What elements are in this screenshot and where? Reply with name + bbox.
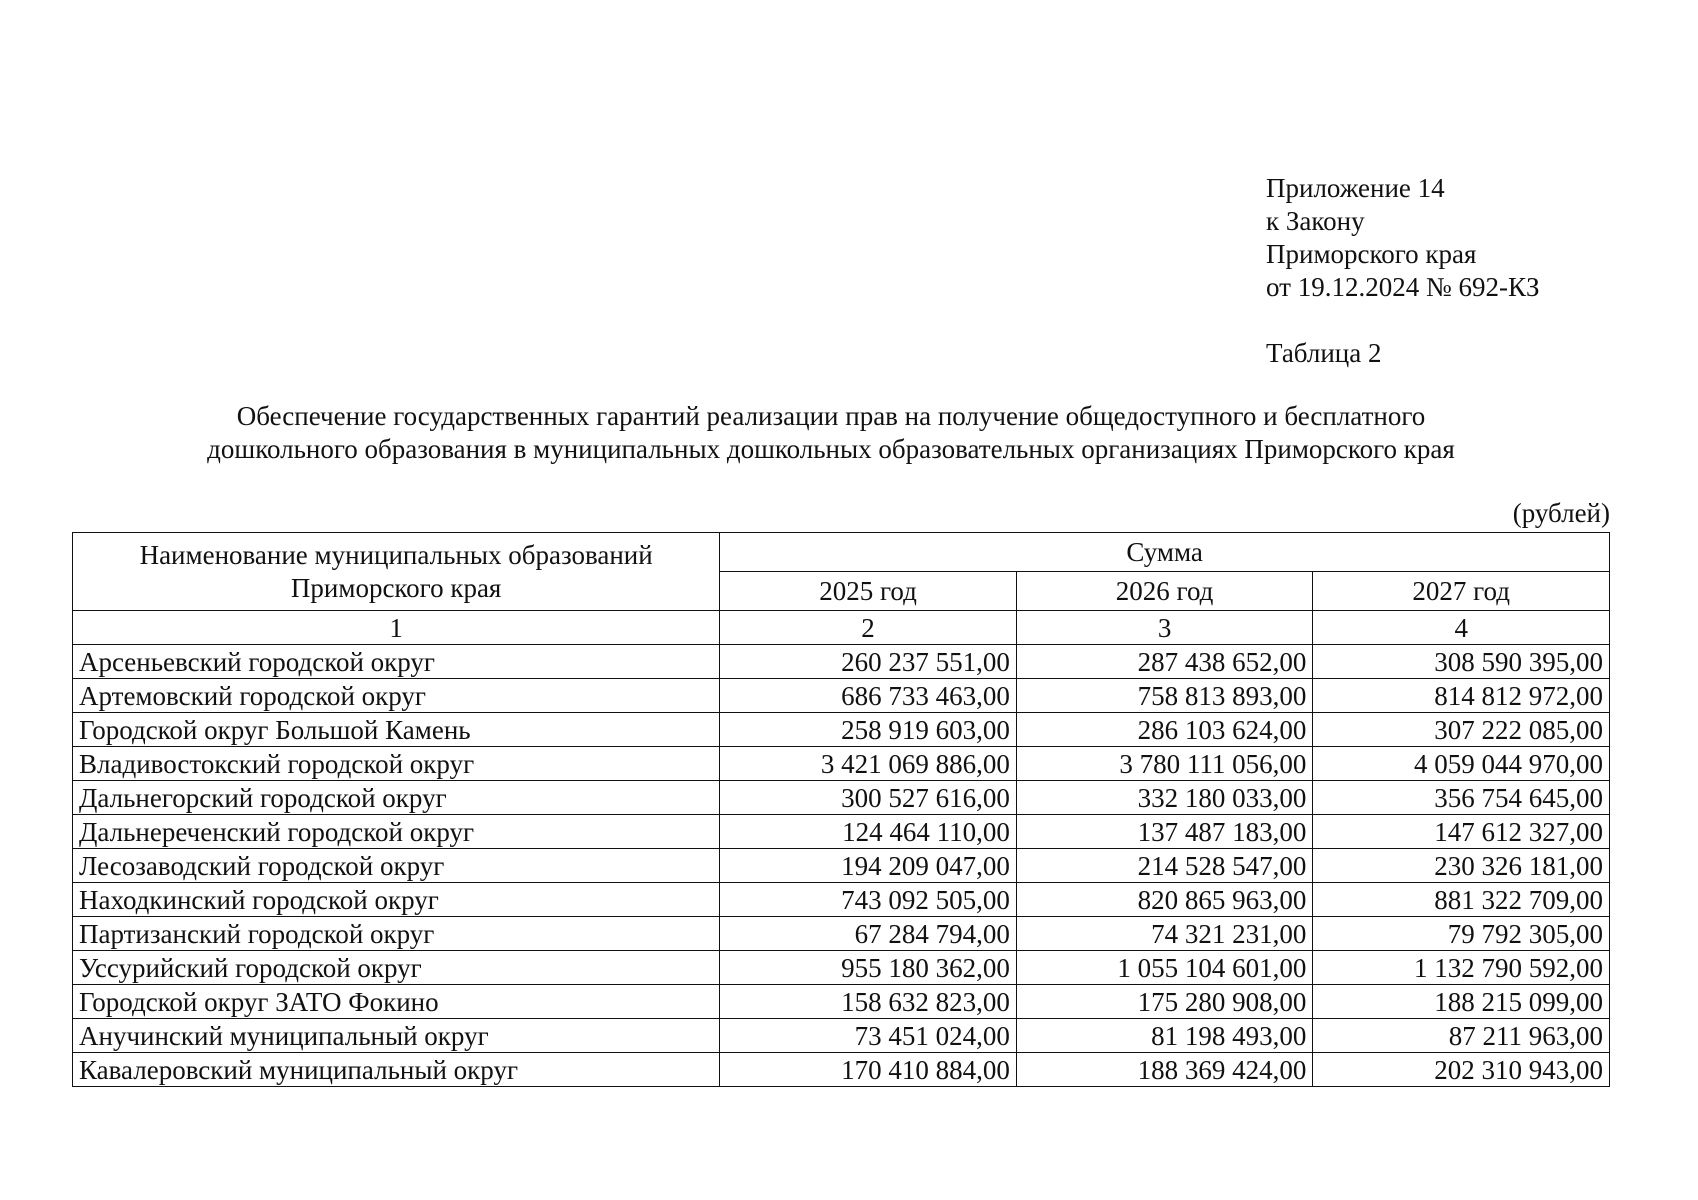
value-2026: 820 865 963,00 (1016, 883, 1313, 917)
value-2027: 188 215 099,00 (1313, 985, 1610, 1019)
value-2026: 332 180 033,00 (1016, 781, 1313, 815)
table-number: Таблица 2 (1266, 338, 1382, 368)
attachment-line: к Закону (1266, 206, 1365, 236)
units-label: (рублей) (1512, 498, 1610, 528)
value-2027: 308 590 395,00 (1313, 645, 1610, 679)
header-sum: Сумма (720, 533, 1610, 572)
attachment-line: Приморского края (1266, 239, 1477, 269)
value-2026: 286 103 624,00 (1016, 713, 1313, 747)
municipality-name: Дальнегорский городской округ (73, 781, 720, 815)
table-row (73, 917, 1610, 951)
value-2025: 258 919 603,00 (720, 713, 1017, 747)
municipality-name: Арсеньевский городской округ (73, 645, 720, 679)
value-2026: 175 280 908,00 (1016, 985, 1313, 1019)
value-2026: 3 780 111 056,00 (1016, 747, 1313, 781)
municipality-name: Партизанский городской округ (73, 917, 720, 951)
municipality-name: Владивостокский городской округ (73, 747, 720, 781)
column-number: 1 (73, 611, 720, 645)
municipality-name: Кавалеровский муниципальный округ (73, 1053, 720, 1087)
column-number: 3 (1016, 611, 1313, 645)
table-row (73, 713, 1610, 747)
municipality-name: Уссурийский городской округ (73, 951, 720, 985)
municipality-name: Городской округ ЗАТО Фокино (73, 985, 720, 1019)
value-2025: 300 527 616,00 (720, 781, 1017, 815)
value-2027: 881 322 709,00 (1313, 883, 1610, 917)
header-municipality-line1: Наименование муниципальных образований (139, 539, 653, 570)
value-2026: 1 055 104 601,00 (1016, 951, 1313, 985)
table-row (73, 849, 1610, 883)
value-2026: 287 438 652,00 (1016, 645, 1313, 679)
attachment-line: от 19.12.2024 № 692-КЗ (1266, 272, 1540, 302)
value-2027: 79 792 305,00 (1313, 917, 1610, 951)
table-row (73, 645, 1610, 679)
value-2027: 1 132 790 592,00 (1313, 951, 1610, 985)
header-municipality (73, 533, 720, 611)
value-2025: 260 237 551,00 (720, 645, 1017, 679)
column-number: 4 (1313, 611, 1610, 645)
attachment-line: Приложение 14 (1266, 173, 1445, 203)
value-2027: 356 754 645,00 (1313, 781, 1610, 815)
municipality-name: Лесозаводский городской округ (73, 849, 720, 883)
value-2025: 170 410 884,00 (720, 1053, 1017, 1087)
attachment-block (1266, 172, 1539, 304)
value-2026: 137 487 183,00 (1016, 815, 1313, 849)
value-2025: 194 209 047,00 (720, 849, 1017, 883)
value-2027: 230 326 181,00 (1313, 849, 1610, 883)
column-number: 2 (720, 611, 1017, 645)
title-line: Обеспечение государственных гарантий реализации прав на получение общедоступного и бесплатного (236, 401, 1426, 431)
value-2026: 214 528 547,00 (1016, 849, 1313, 883)
header-year-2025: 2025 год (720, 572, 1017, 611)
value-2027: 87 211 963,00 (1313, 1019, 1610, 1053)
header-year-2027: 2027 год (1313, 572, 1610, 611)
table-row (73, 747, 1610, 781)
header-municipality-line2: Приморского края (290, 572, 502, 603)
value-2025: 73 451 024,00 (720, 1019, 1017, 1053)
table-row (73, 781, 1610, 815)
value-2026: 81 198 493,00 (1016, 1019, 1313, 1053)
column-number-row (73, 611, 1610, 645)
value-2025: 124 464 110,00 (720, 815, 1017, 849)
value-2026: 74 321 231,00 (1016, 917, 1313, 951)
budget-table (72, 532, 1610, 1087)
municipality-name: Городской округ Большой Камень (73, 713, 720, 747)
header-year-2026: 2026 год (1016, 572, 1313, 611)
value-2026: 188 369 424,00 (1016, 1053, 1313, 1087)
value-2025: 686 733 463,00 (720, 679, 1017, 713)
value-2027: 814 812 972,00 (1313, 679, 1610, 713)
table-row (73, 679, 1610, 713)
municipality-name: Находкинский городской округ (73, 883, 720, 917)
document-title (100, 400, 1562, 466)
value-2027: 307 222 085,00 (1313, 713, 1610, 747)
value-2025: 955 180 362,00 (720, 951, 1017, 985)
municipality-name: Дальнереченский городской округ (73, 815, 720, 849)
title-line: дошкольного образования в муниципальных дошкольных образовательных организациях Приморского края (207, 434, 1455, 464)
municipality-name: Анучинский муниципальный округ (73, 1019, 720, 1053)
value-2025: 158 632 823,00 (720, 985, 1017, 1019)
value-2026: 758 813 893,00 (1016, 679, 1313, 713)
value-2027: 4 059 044 970,00 (1313, 747, 1610, 781)
value-2027: 202 310 943,00 (1313, 1053, 1610, 1087)
table-row (73, 1053, 1610, 1087)
table-row (73, 951, 1610, 985)
table-row (73, 985, 1610, 1019)
value-2025: 3 421 069 886,00 (720, 747, 1017, 781)
table-row (73, 883, 1610, 917)
table-row (73, 815, 1610, 849)
value-2025: 67 284 794,00 (720, 917, 1017, 951)
value-2027: 147 612 327,00 (1313, 815, 1610, 849)
municipality-name: Артемовский городской округ (73, 679, 720, 713)
value-2025: 743 092 505,00 (720, 883, 1017, 917)
table-row (73, 1019, 1610, 1053)
header-row (73, 533, 1610, 572)
